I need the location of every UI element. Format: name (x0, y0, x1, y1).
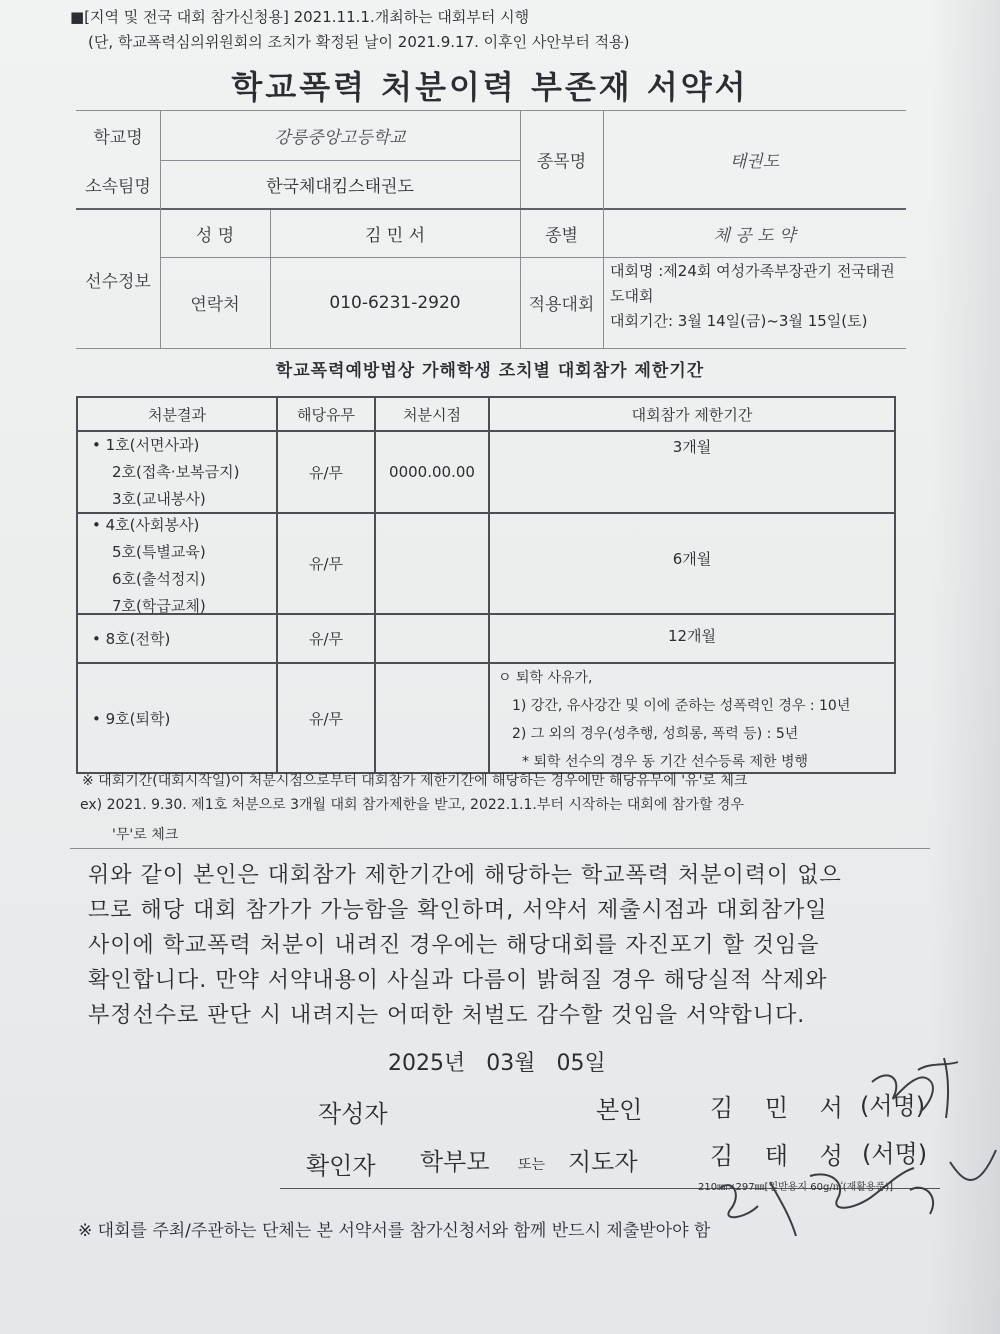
name-value: 김 민 서 (364, 226, 426, 246)
photo-shadow (930, 0, 1000, 1334)
event-label: 종별 (545, 226, 578, 246)
list-item: 7호(학급교체) (112, 597, 206, 615)
list-item: ㅇ 퇴학 사유가, (498, 670, 593, 686)
competition-value (610, 257, 906, 348)
list-item: • 1호(서면사과) (92, 436, 200, 454)
list-item: 2호(접촉·보복금지) (112, 463, 240, 481)
note-line-2: ex) 2021. 9.30. 제1호 처분으로 3개월 대회 참가제한을 받고, 2022.1.1.부터 시작하는 대회에 참가할 경우 (80, 797, 744, 813)
name-label: 성 명 (195, 226, 235, 246)
pledge-line: 므로 해당 대회 참가가 가능함을 확인하며, 서약서 제출시점과 대회참가일 (88, 898, 828, 923)
table-row-1-period: 3개월 (672, 438, 712, 456)
table-row-1-applicable: 유/무 (308, 463, 344, 482)
confirmer-sign-label: (서명) (862, 1140, 928, 1168)
competition-name: 대회명 :제24회 여성가족부장관기 전국태권도대회 (610, 262, 895, 305)
confirmer-label: 확인자 (306, 1152, 376, 1180)
col-header-date: 처분시점 (403, 405, 461, 424)
col-header-period: 대회참가 제한기간 (631, 405, 753, 424)
sport-label: 종목명 (536, 151, 587, 172)
list-item: 3호(교내봉사) (112, 490, 206, 508)
competition-label: 적용대회 (528, 295, 595, 315)
self-sign-label: (서명) (860, 1092, 926, 1120)
restriction-table (76, 396, 896, 774)
header-line-1: ■[지역 및 전국 대회 참가신청용] 2021.11.1.개최하는 대회부터 시행 (70, 8, 530, 26)
table-row-3-items: • 8호(전학) (92, 630, 171, 648)
info-table (76, 110, 906, 350)
pledge-line: 위와 같이 본인은 대회참가 제한기간에 해당하는 학교폭력 처분이력이 없으 (88, 863, 842, 888)
table-row-3-period: 12개월 (667, 626, 717, 645)
competition-period: 대회기간: 3월 14일(금)~3월 15일(토) (610, 312, 868, 330)
event-value: 체 공 도 약 (713, 226, 796, 246)
list-item: 6호(출석정지) (112, 570, 206, 588)
list-item: * 퇴학 선수의 경우 동 기간 선수등록 제한 병행 (522, 754, 809, 770)
sport-value: 태권도 (729, 151, 780, 172)
guardian-label: 학부모 (420, 1148, 490, 1176)
document-title: 학교폭력 처분이력 부존재 서약서 (231, 68, 749, 106)
team-value: 한국체대킴스태권도 (266, 176, 414, 197)
paper-spec: 210㎜×297㎜[일반용지 60g/㎡(재활용품)] (698, 1182, 894, 1193)
header-line-2: (단, 학교폭력심의위원회의 조치가 확정된 날이 2021.9.17. 이후인 사안부터 적용) (88, 33, 630, 51)
list-item: 5호(특별교육) (112, 543, 206, 561)
confirmer-name: 김 태 성 (710, 1142, 855, 1170)
pledge-line: 사이에 학교폭력 처분이 내려진 경우에는 해당대회를 자진포기 할 것임을 (88, 933, 820, 958)
table-row-4-period (498, 664, 894, 776)
writer-label: 작성자 (318, 1100, 388, 1128)
table-row-4-applicable: 유/무 (308, 709, 344, 728)
col-header-applicable: 해당유무 (297, 405, 355, 424)
table-row-2-period: 6개월 (672, 550, 712, 568)
or-text: 또는 (518, 1157, 546, 1173)
contact-label: 연락처 (190, 295, 240, 315)
pledge-line: 부정선수로 판단 시 내려지는 어떠한 처벌도 감수할 것임을 서약합니다. (88, 1003, 806, 1028)
pledge-date: 2025년 03월 05일 (388, 1051, 606, 1076)
pledge-text (88, 858, 928, 1033)
contact-value: 010-6231-2920 (329, 292, 461, 313)
athlete-info-label: 선수정보 (85, 271, 151, 292)
col-header-result: 처분결과 (148, 405, 206, 424)
coach-label: 지도자 (568, 1148, 638, 1176)
pledge-line: 확인합니다. 만약 서약내용이 사실과 다름이 밝혀질 경우 해당실적 삭제와 (88, 968, 828, 993)
list-item: 1) 강간, 유사강간 및 이에 준하는 성폭력인 경우 : 10년 (512, 698, 851, 714)
self-name: 김 민 서 (710, 1094, 855, 1122)
table-row-2-applicable: 유/무 (308, 555, 344, 573)
note-line-1: ※ 대회기간(대회시작일)이 처분시점으로부터 대회참가 제한기간에 해당하는 경우에만 해당유무에 '유'로 체크 (82, 773, 748, 789)
list-item: 2) 그 외의 경우(성추행, 성희롱, 폭력 등) : 5년 (512, 726, 799, 742)
self-label: 본인 (596, 1096, 643, 1124)
team-label: 소속팀명 (85, 176, 151, 197)
footer-note: ※ 대회를 주최/주관하는 단체는 본 서약서를 참가신청서와 함께 반드시 제출받아야 함 (78, 1221, 711, 1241)
divider (70, 848, 930, 849)
restriction-title: 학교폭력예방법상 가해학생 조치별 대회참가 제한기간 (275, 361, 705, 381)
table-row-4-items: • 9호(퇴학) (92, 709, 171, 728)
table-row-1-date: 0000.00.00 (389, 463, 475, 481)
table-row-3-applicable: 유/무 (308, 630, 344, 648)
school-label: 학교명 (93, 127, 143, 148)
school-value: 강릉중앙고등학교 (274, 127, 406, 148)
list-item: • 4호(사회봉사) (92, 516, 200, 534)
table-row-2-items (92, 512, 276, 620)
note-line-3: '무'로 체크 (112, 827, 179, 843)
table-row-1-items (92, 432, 276, 513)
